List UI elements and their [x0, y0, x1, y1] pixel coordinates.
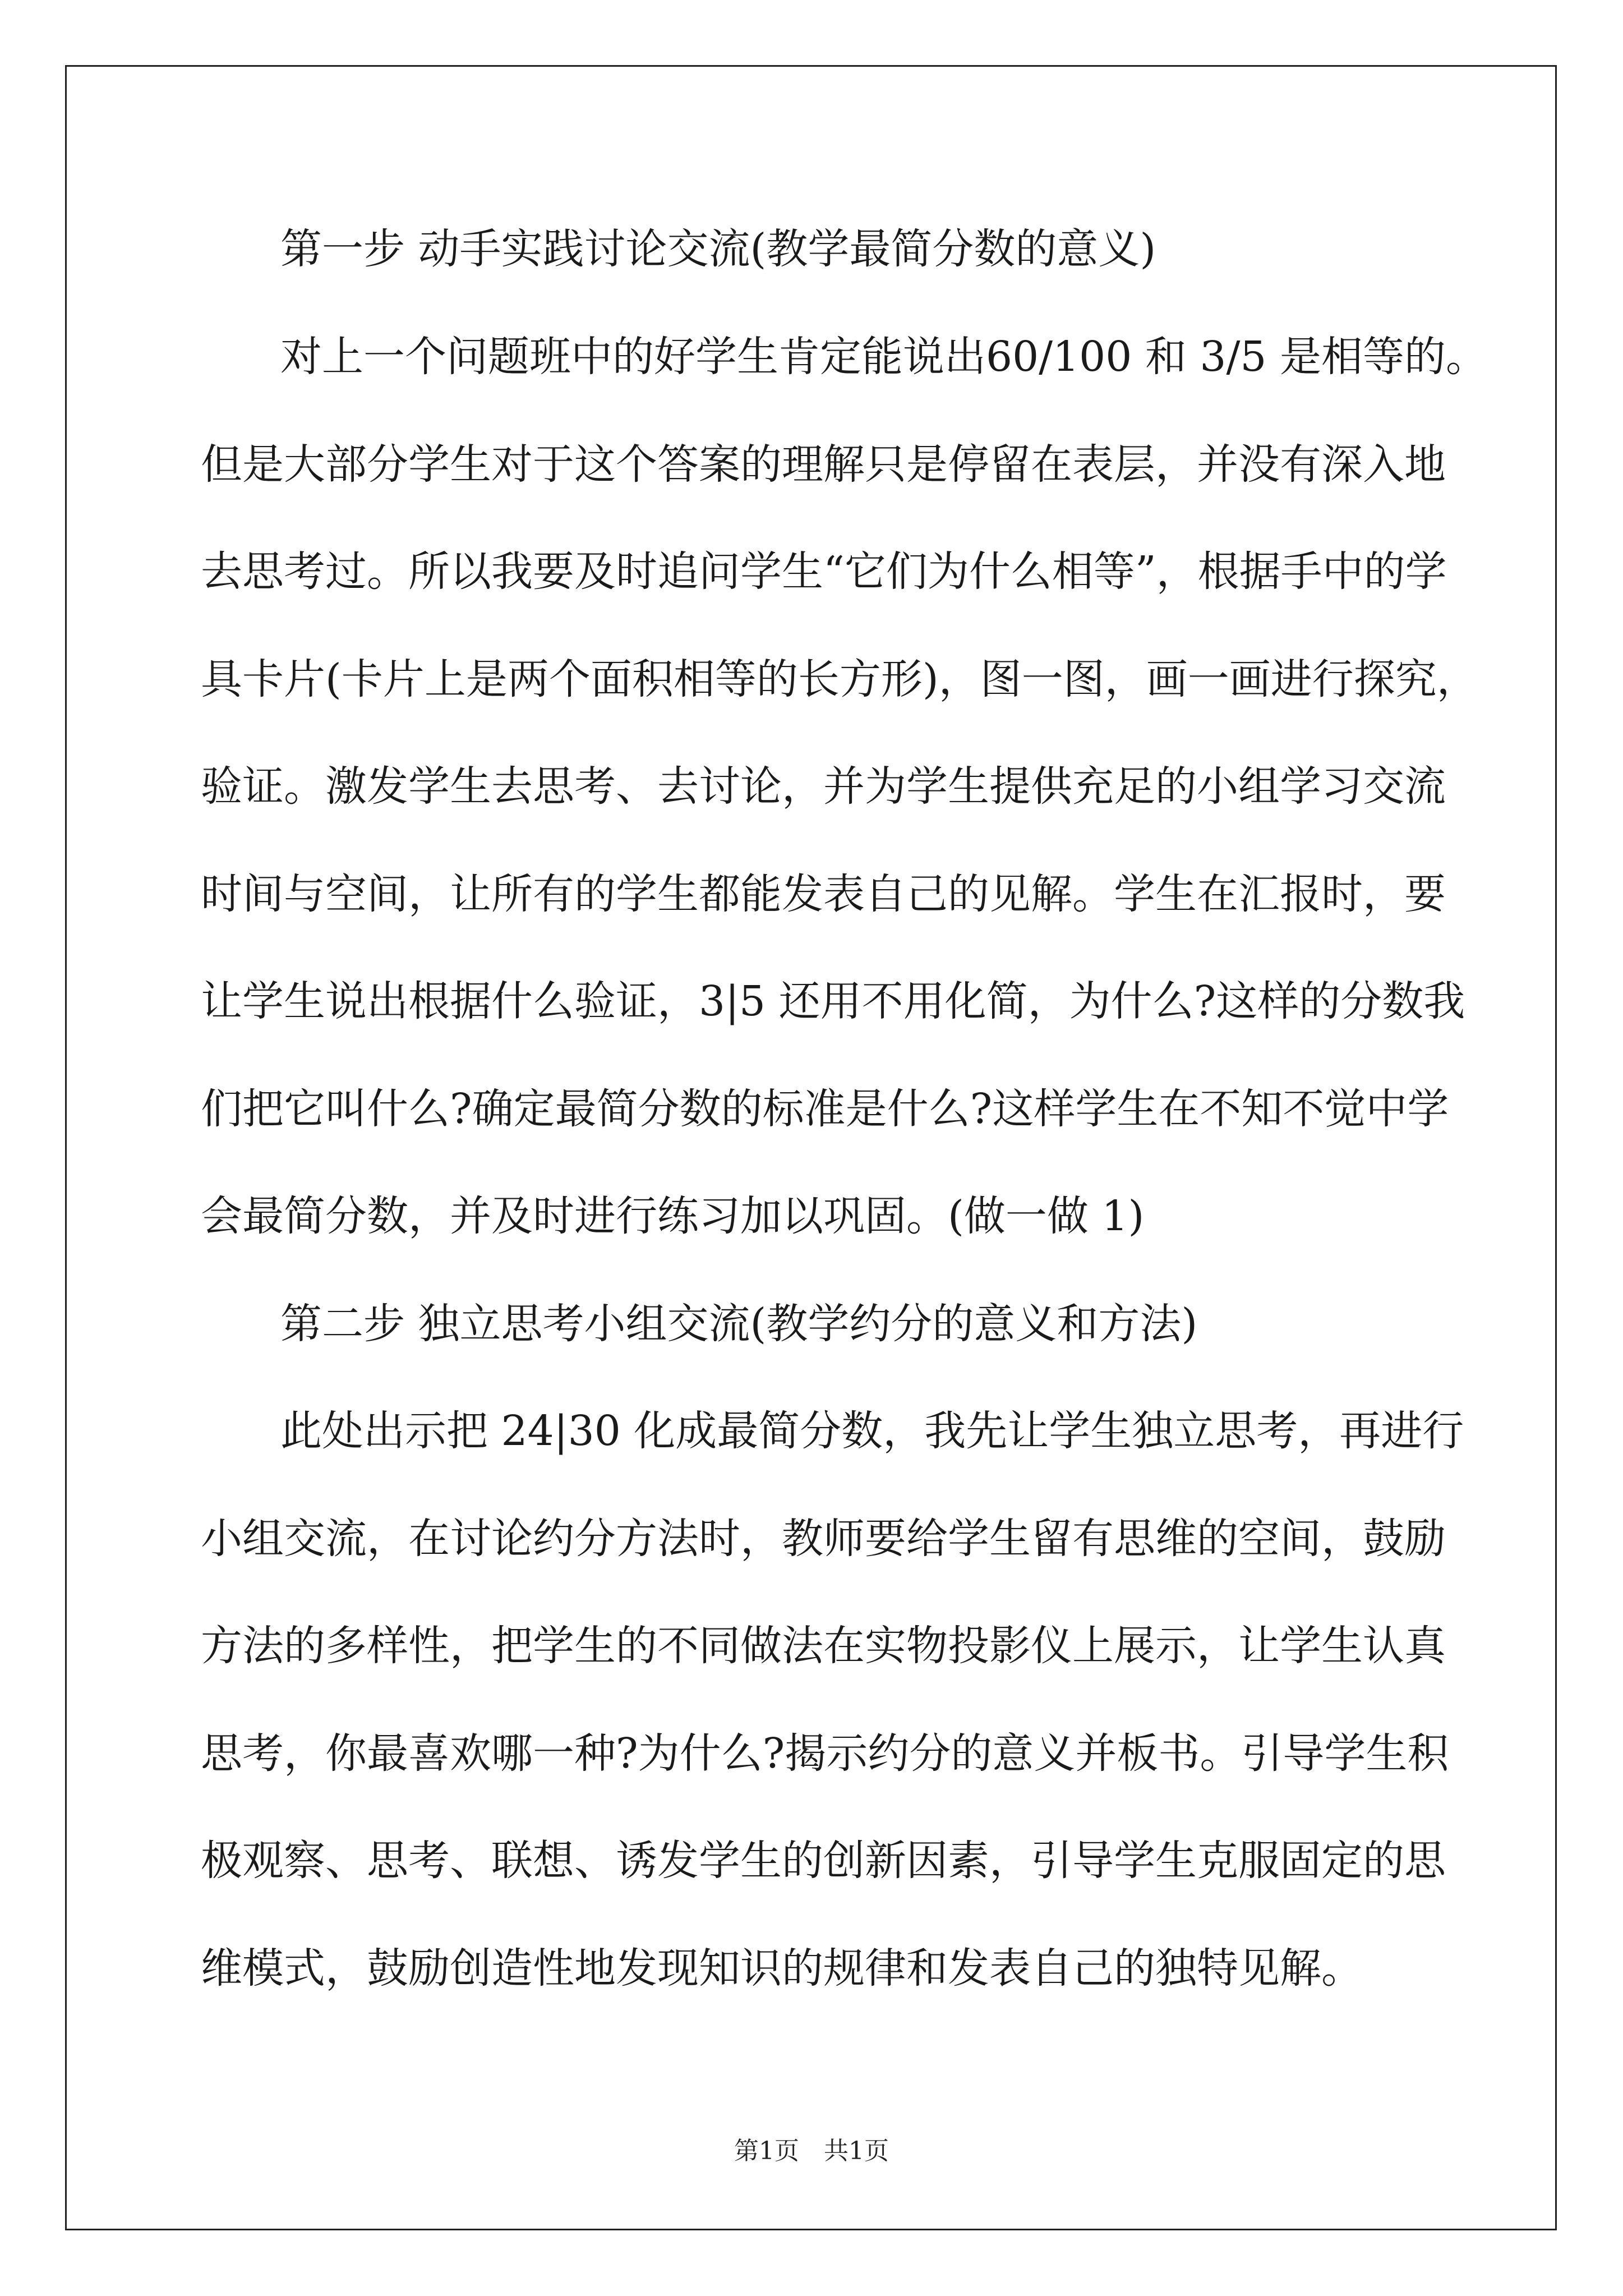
paragraph-line: 思考，你最喜欢哪一种?为什么?揭示约分的意义并板书。引导学生积	[201, 1729, 1449, 1778]
paragraph-line: 时间与空间，让所有的学生都能发表自己的见解。学生在汇报时，要	[201, 870, 1446, 918]
paragraph-line: 具卡片(卡片上是两个面积相等的长方形)，图一图，画一画进行探究，	[201, 655, 1478, 703]
paragraph-line: 验证。激发学生去思考、去讨论，并为学生提供充足的小组学习交流	[201, 762, 1446, 811]
paragraph-line: 小组交流，在讨论约分方法时，教师要给学生留有思维的空间，鼓励	[201, 1515, 1446, 1563]
paragraph-line: 此处出示把 24|30 化成最简分数，我先让学生独立思考，再进行	[280, 1407, 1464, 1455]
step-two-heading: 第二步 独立思考小组交流(教学约分的意义和方法)	[280, 1300, 1198, 1348]
paragraph-line: 去思考过。所以我要及时追问学生“它们为什么相等”，根据手中的学	[201, 547, 1447, 596]
paragraph-line: 但是大部分学生对于这个答案的理解只是停留在表层，并没有深入地	[201, 440, 1446, 489]
paragraph-line: 对上一个问题班中的好学生肯定能说出60/100 和 3/5 是相等的。	[280, 333, 1487, 381]
paragraph-line: 们把它叫什么?确定最简分数的标准是什么?这样学生在不知不觉中学	[201, 1085, 1449, 1133]
paragraph-line: 让学生说出根据什么验证，3|5 还用不用化简，为什么?这样的分数我	[201, 977, 1465, 1025]
paragraph-line: 方法的多样性，把学生的不同做法在实物投影仪上展示，让学生认真	[201, 1622, 1446, 1670]
page-number-footer: 第1页 共1页	[734, 2137, 889, 2165]
paragraph-line: 会最简分数，并及时进行练习加以巩固。(做一做 1)	[201, 1192, 1145, 1240]
paragraph-line: 维模式，鼓励创造性地发现知识的规律和发表自己的独特见解。	[201, 1944, 1363, 1993]
step-one-heading: 第一步 动手实践讨论交流(教学最简分数的意义)	[280, 225, 1156, 273]
paragraph-line: 极观察、思考、联想、诱发学生的创新因素，引导学生克服固定的思	[201, 1837, 1446, 1885]
page-border	[65, 65, 1557, 2230]
